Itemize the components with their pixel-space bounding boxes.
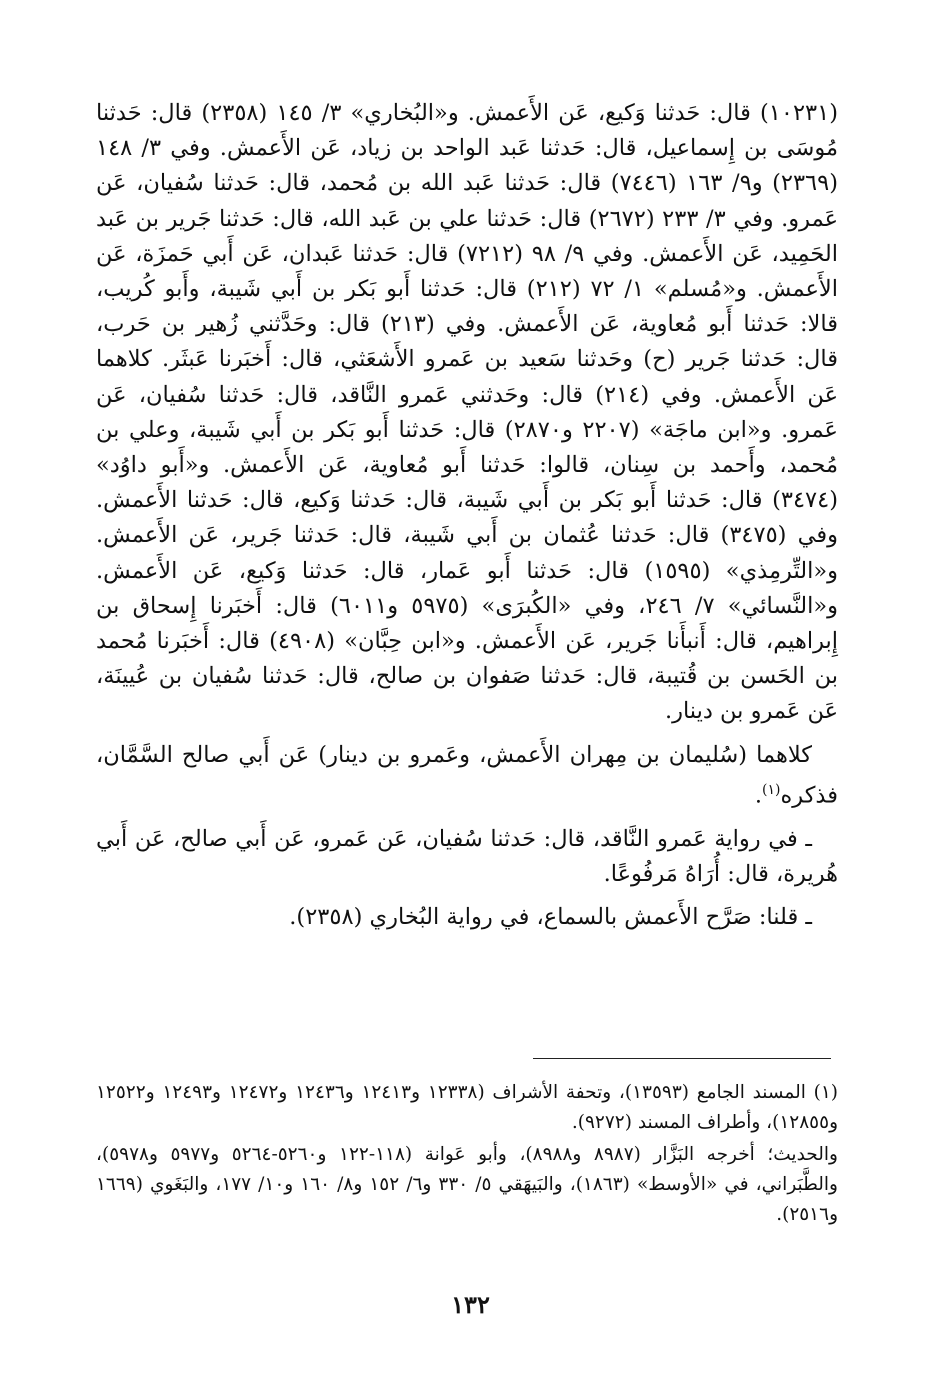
footnote-1: (١) المسند الجامع (١٣٥٩٣)، وتحفة الأشراف (١٢٣٣٨ و١٢٤١٣ و١٢٤٣٦ و١٢٤٧٢ و١٢٤٩٣ و١٢٥٢٢ و١٢٨٥٥)، وأطراف المسند (٩٢٧٢). — [96, 1082, 838, 1133]
page-number: ١٣٢ — [451, 1290, 490, 1319]
qulna-note-paragraph: ـ قلنا: صَرَّح الأَعمش بالسماع، في رواية البُخاري (٢٣٥٨). — [289, 903, 812, 930]
main-text — [96, 96, 838, 935]
riwaya-note-paragraph: ـ في رواية عَمرو النَّاقد، قال: حَدثنا سُفيان، عَن عَمرو، عَن أَبي صالح، عَن أَبي هُريرة، قال: أُرَاهُ مَرفُوعًا. — [96, 825, 838, 887]
footnote-separator — [533, 1058, 831, 1059]
footnotes — [96, 1078, 838, 1230]
summary-text: كلاهما (سُليمان بن مِهران الأَعمش، وعَمرو بن دينار) عَن أَبي صالح السَّمَّان، فذكره — [96, 741, 838, 809]
hadith-isnad-paragraph: (١٠٢٣١) قال: حَدثنا وَكيع، عَن الأَعمش. و«البُخاري» ٣/ ١٤٥ (٢٣٥٨) قال: حَدثنا مُوسَى بن إِسماعيل، قال: حَدثنا عَبد الواحد بن زياد، عَن الأَعمش. وفي ٣/ ١٤٨ (٢٣٦٩) و٩/ ١٦٣ (٧٤٤٦) قال: حَدثنا عَبد الله بن مُحمد، قال: حَدثنا سُفيان، عَن عَمرو. وفي ٣/ ٢٣٣ (٢٦٧٢) قال: حَدثنا علي بن عَبد الله، قال: حَدثنا جَرير بن عَبد الحَمِيد، عَن الأَعمش. وفي ٩/ ٩٨ (٧٢١٢) قال: حَدثنا عَبدان، عَن أَبي حَمزَة، عَن الأَعمش. و«مُسلم» ١/ ٧٢ (٢١٢) قال: حَدثنا أَبو بَكر بن أَبي شَيبة، وأَبو كُريب، قالا: حَدثنا أَبو مُعاوية، عَن الأَعمش. وفي (٢١٣) قال: وحَدَّثني زُهير بن حَرب، قال: حَدثنا جَرير (ح) وحَدثنا سَعيد بن عَمرو الأَشعَثي، قال: أَخبَرنا عَبثَر. كلاهما عَن الأَعمش. وفي (٢١٤) قال: وحَدثني عَمرو النَّاقد، قال: حَدثنا سُفيان، عَن عَمرو. و«ابن ماجَة» (٢٢٠٧ و٢٨٧٠) قال: حَدثنا أَبو بَكر بن أَبي شَيبة، وعلي بن مُحمد، وأَحمد بن سِنان، قالوا: حَدثنا أَبو مُعاوية، عَن الأَعمش. و«أَبو داوُد» (٣٤٧٤) قال: حَدثنا أَبو بَكر بن أَبي شَيبة، قال: حَدثنا وَكيع، قال: حَدثنا الأَعمش. وفي (٣٤٧٥) قال: حَدثنا عُثمان بن أَبي شَيبة، قال: حَدثنا جَرير، عَن الأَعمش. و«التِّرمِذي» (١٥٩٥) قال: حَدثنا أَبو عَمار، قال: حَدثنا وَكيع، عَن الأَعمش. و«النَّسائي» ٧/ ٢٤٦، وفي «الكُبرَى» (٥٩٧٥ و٦٠١١) قال: أَخبَرنا إِسحاق بن إِبراهيم، قال: أَنبأَنا جَرير، عَن الأَعمش. و«ابن حِبَّان» (٤٩٠٨) قال: أَخبَرنا مُحمد بن الحَسن بن قُتيبة، قال: حَدثنا صَفوان بن صالح، قال: حَدثنا سُفيان بن عُيينَة، عَن عَمرو بن دينار. — [96, 100, 839, 725]
footnote-1-continuation: والحديث؛ أخرجه البَزَّار (٨٩٨٧ و٨٩٨٨)، وأبو عَوانة (١١٨-١٢٢ و٥٢٦٠-٥٢٦٤ و٥٩٧٧ و٥٩٧٨)، والطَّبَراني، في «الأوسط» (١٨٦٣)، والبَيهَقي ٥/ ٣٣٠ و٦/ ١٥٢ و٨/ ١٦٠ و١٠/ ١٧٧، والبَغَوي (١٦٦٩ و٢٥١٦). — [96, 1144, 838, 1225]
summary-paragraph — [96, 738, 838, 814]
footnote-marker[interactable]: (١) — [762, 781, 781, 798]
summary-end: . — [754, 782, 763, 809]
